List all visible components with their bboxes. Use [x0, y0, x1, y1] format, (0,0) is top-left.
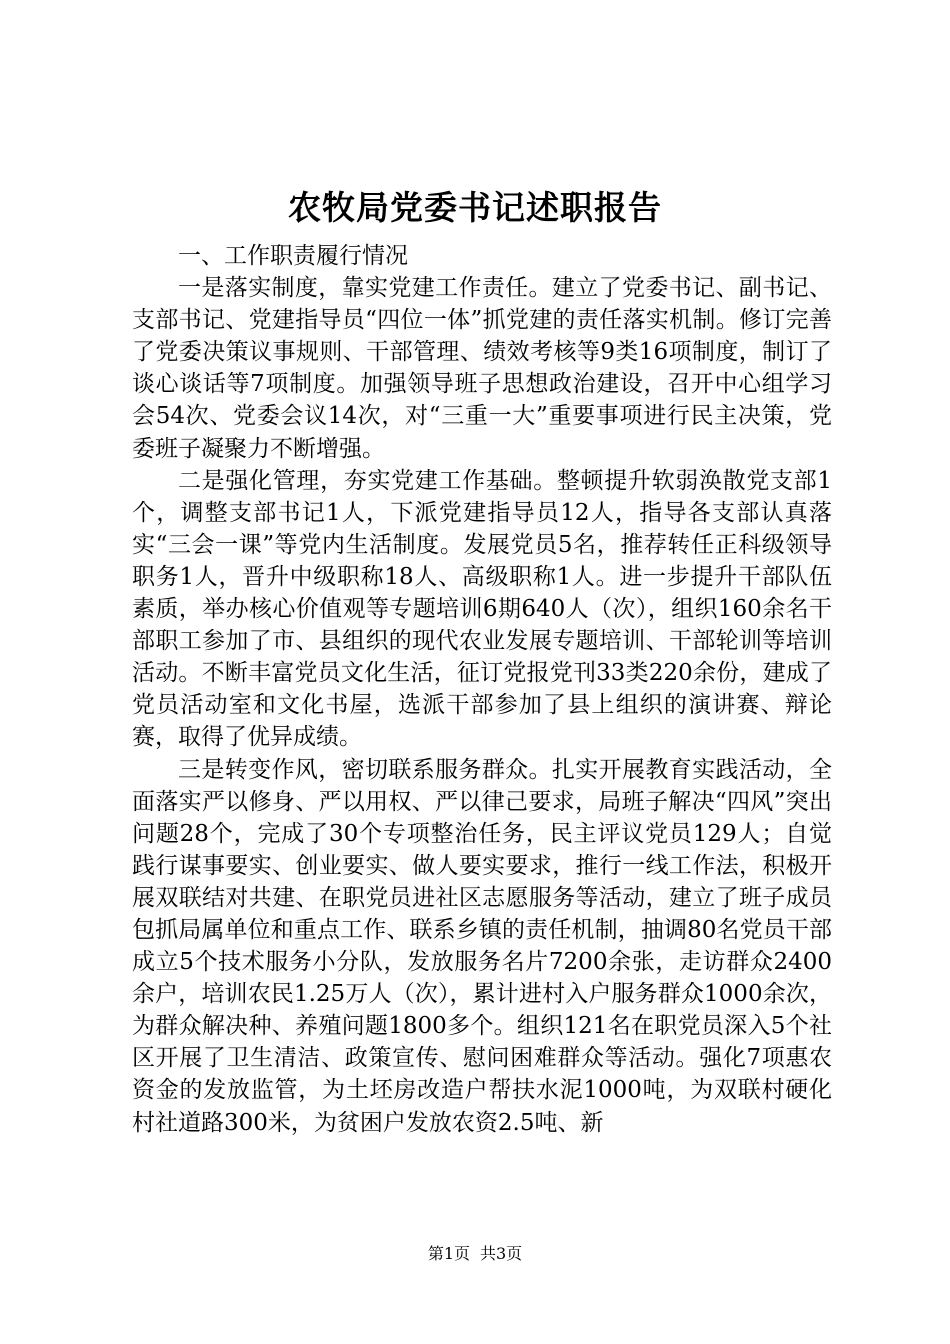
- page-footer: [0, 1243, 950, 1265]
- page-total: 共3页: [480, 1244, 523, 1263]
- body-paragraph-3: 三是转变作风，密切联系服务群众。扎实开展教育实践活动，全面落实严以修身、严以用权、严以律己要求，局班子解决“四风”突出问题28个，完成了30个专项整治任务，民主评议党员129人；自觉践行谋事要实、创业要实、做人要实要求，推行一线工作法，积极开展双联结对共建、在职党员进社区志愿服务等活动，建立了班子成员包抓局属单位和重点工作、联系乡镇的责任机制，抽调80名党员干部成立5个技术服务小分队，发放服务名片7200余张，走访群众2400余户，培训农民1.25万人（次），累计进村入户服务群众1000余次，为群众解决种、养殖问题1800多个。组织121名在职党员深入5个社区开展了卫生清洁、政策宣传、慰问困难群众等活动。强化7项惠农资金的发放监管，为土坯房改造户帮扶水泥1000吨，为双联村硬化村社道路300米，为贫困户发放农资2.5吨、新: [132, 756, 832, 1136]
- body-paragraph-1: 一是落实制度，靠实党建工作责任。建立了党委书记、副书记、支部书记、党建指导员“四位一体”抓党建的责任落实机制。修订完善了党委决策议事规则、干部管理、绩效考核等9类16项制度，制订了谈心谈话等7项制度。加强领导班子思想政治建设，召开中心组学习会54次、党委会议14次，对“三重一大”重要事项进行民主决策，党委班子凝聚力不断增强。: [132, 275, 832, 462]
- section-heading: 一、工作职责履行情况: [178, 243, 408, 269]
- document-title: 农牧局党委书记述职报告: [288, 188, 662, 227]
- document-body: [132, 240, 832, 1139]
- page-number: 第1页: [427, 1244, 470, 1263]
- body-paragraph-2: 二是强化管理，夯实党建工作基础。整顿提升软弱涣散党支部1个，调整支部书记1人，下派党建指导员12人，指导各支部认真落实“三会一课”等党内生活制度。发展党员5名，推荐转任正科级领导职务1人，晋升中级职称18人、高级职称1人。进一步提升干部队伍素质，举办核心价值观等专题培训6期640人（次），组织160余名干部职工参加了市、县组织的现代农业发展专题培训、干部轮训等培训活动。不断丰富党员文化生活，征订党报党刊33类220余份，建成了党员活动室和文化书屋，选派干部参加了县上组织的演讲赛、辩论赛，取得了优异成绩。: [132, 467, 832, 751]
